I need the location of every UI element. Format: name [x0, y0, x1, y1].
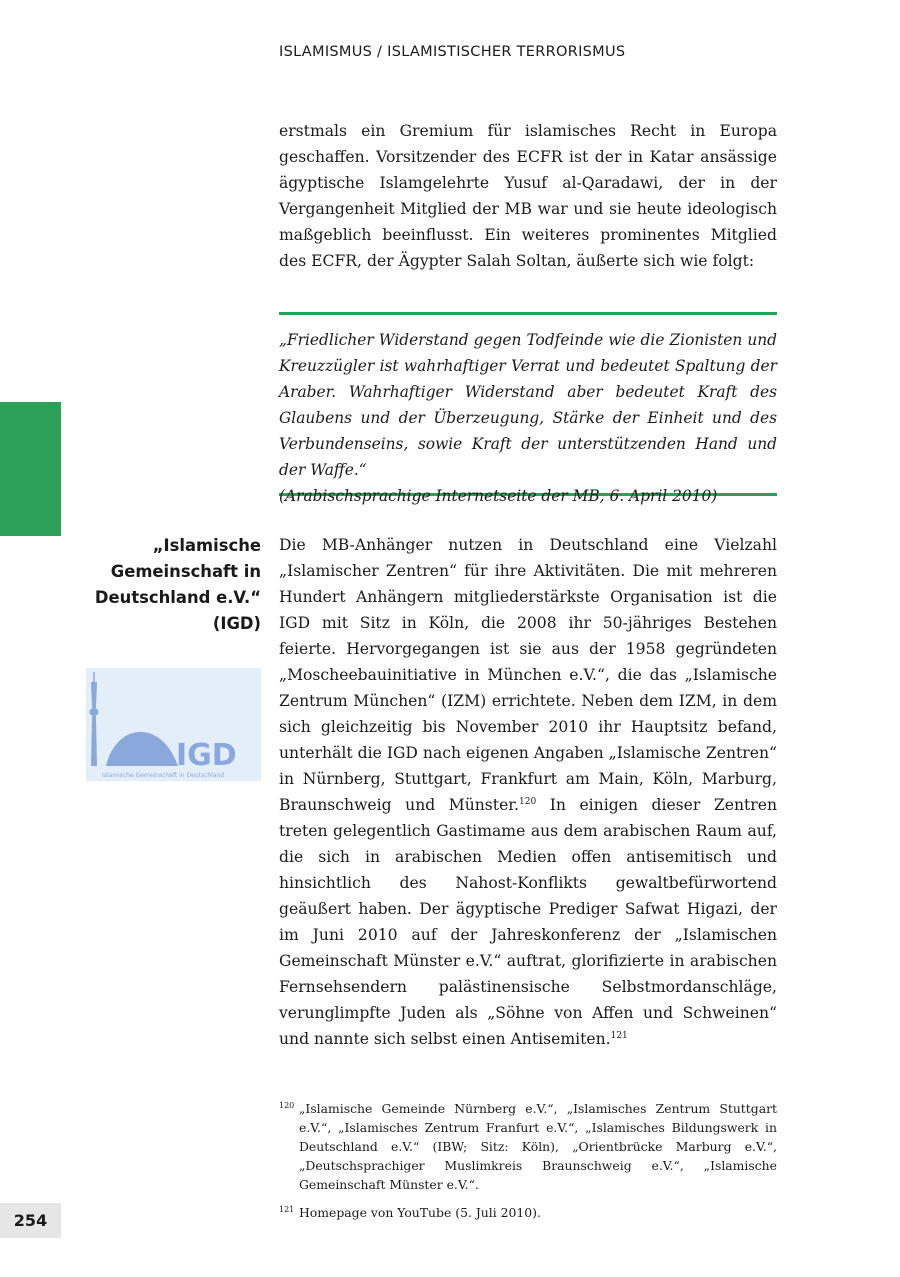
page-number: 254: [0, 1203, 61, 1238]
body-text-part: Die MB-Anhänger nutzen in Deutschland eine Vielzahl „Islamischer Zentren“ für ihre Aktivitäten. Die mit mehreren Hundert Anhängern mitgliederstärkste Organisation ist die IGD mit Sitz in Köln, die 2008 ihr 50-jähriges Bestehen feierte. Hervorgegangen ist sie aus der 1958 gegründeten „Moscheebauinitiative in München e.V.“, die das „Islamische Zentrum München“ (IZM) errichtete. Neben dem IZM, in dem sich gleichzeitig bis November 2010 ihr Hauptsitz befand, unterhält die IGD nach eigenen Angaben „Islamische Zentren“ in Nürnberg, Stuttgart, Frankfurt am Main, Köln, Marburg, Braunschweig und Münster.: [279, 536, 777, 814]
chapter-tab-marker: [0, 402, 61, 536]
quote-source: (Arabischsprachige Internetseite der MB, 6. April 2010): [279, 487, 718, 505]
side-heading-line: Deutschland e.V.“: [94, 588, 261, 607]
footnote-text: „Islamische Gemeinde Nürnberg e.V.“, „Islamisches Zentrum Stuttgart e.V.“, „Islamisches Zentrum Franfurt e.V.“, „Islamisches Bildungswerk in Deutschland e.V.“ (IBW; Sitz: Köln), „Orientbrücke Marburg e.V.“, „Deutschsprachiger Muslimkreis Braunschweig e.V.“, „Islamische Gemeinschaft Münster e.V.“.: [299, 1101, 777, 1192]
body-text-part: In einigen dieser Zentren treten gelegentlich Gastimame aus dem arabischen Raum auf, die sich in arabischen Medien offen antisemitisch und hinsichtlich des Nahost-Konflikts gewaltbefürwortend geäußert haben. Der ägyptische Prediger Safwat Higazi, der im Juni 2010 auf der Jahreskonferenz der „Islamischen Gemeinschaft Münster e.V.“ auftrat, glorifizierte in arabischen Fernsehsendern palästinensische Selbstmordanschläge, verunglimpfte Juden als „Söhne von Affen und Schweinen“ und nannte sich selbst einen Antisemiten.: [279, 796, 777, 1048]
intro-paragraph: erstmals ein Gremium für islamisches Recht in Europa geschaffen. Vorsitzender des ECFR ist der in Katar ansässige ägyptische Islamgelehrte Yusuf al-Qaradawi, der in der Vergangenheit Mitglied der MB war und sie heute ideologisch maßgeblich beeinflusst. Ein weiteres prominentes Mitglied des ECFR, der Ägypter Salah Soltan, äußerte sich wie folgt:: [279, 122, 777, 270]
body-paragraph: [279, 532, 777, 1052]
footnote: [279, 1099, 777, 1194]
side-heading-line: (IGD): [212, 614, 261, 633]
quote-block: [279, 312, 777, 505]
footnote-ref[interactable]: 121: [610, 1030, 628, 1041]
footnote: [279, 1203, 777, 1222]
dome-icon: [106, 732, 178, 766]
footnote-number: 121: [279, 1205, 295, 1214]
side-heading-line: „Islamische: [152, 536, 261, 555]
logo-subtitle: Islamische Gemeinschaft in Deutschland: [102, 772, 225, 779]
tower-icon: [90, 672, 99, 766]
footnote-number: 120: [279, 1101, 295, 1110]
quote-text: „Friedlicher Widerstand gegen Todfeinde wie die Zionisten und Kreuzzügler ist wahrhaftiger Verrat und bedeutet Spaltung der Araber. Wahrhaftiger Widerstand aber bedeutet Kraft des Glaubens und der Überzeugung, Stärke der Einheit und des Verbundenseins, sowie Kraft der unterstützenden Hand und der Waffe.“: [279, 331, 777, 479]
side-heading: [60, 533, 261, 637]
footnotes: [279, 1099, 777, 1231]
footnote-ref[interactable]: 120: [519, 796, 537, 807]
footnote-text: Homepage von YouTube (5. Juli 2010).: [299, 1205, 541, 1220]
running-header: ISLAMISMUS / ISLAMISTISCHER TERRORISMUS: [279, 44, 626, 60]
side-heading-line: Gemeinschaft in: [110, 562, 261, 581]
logo-wordmark: IGD: [176, 738, 237, 773]
igd-logo: [86, 668, 261, 781]
